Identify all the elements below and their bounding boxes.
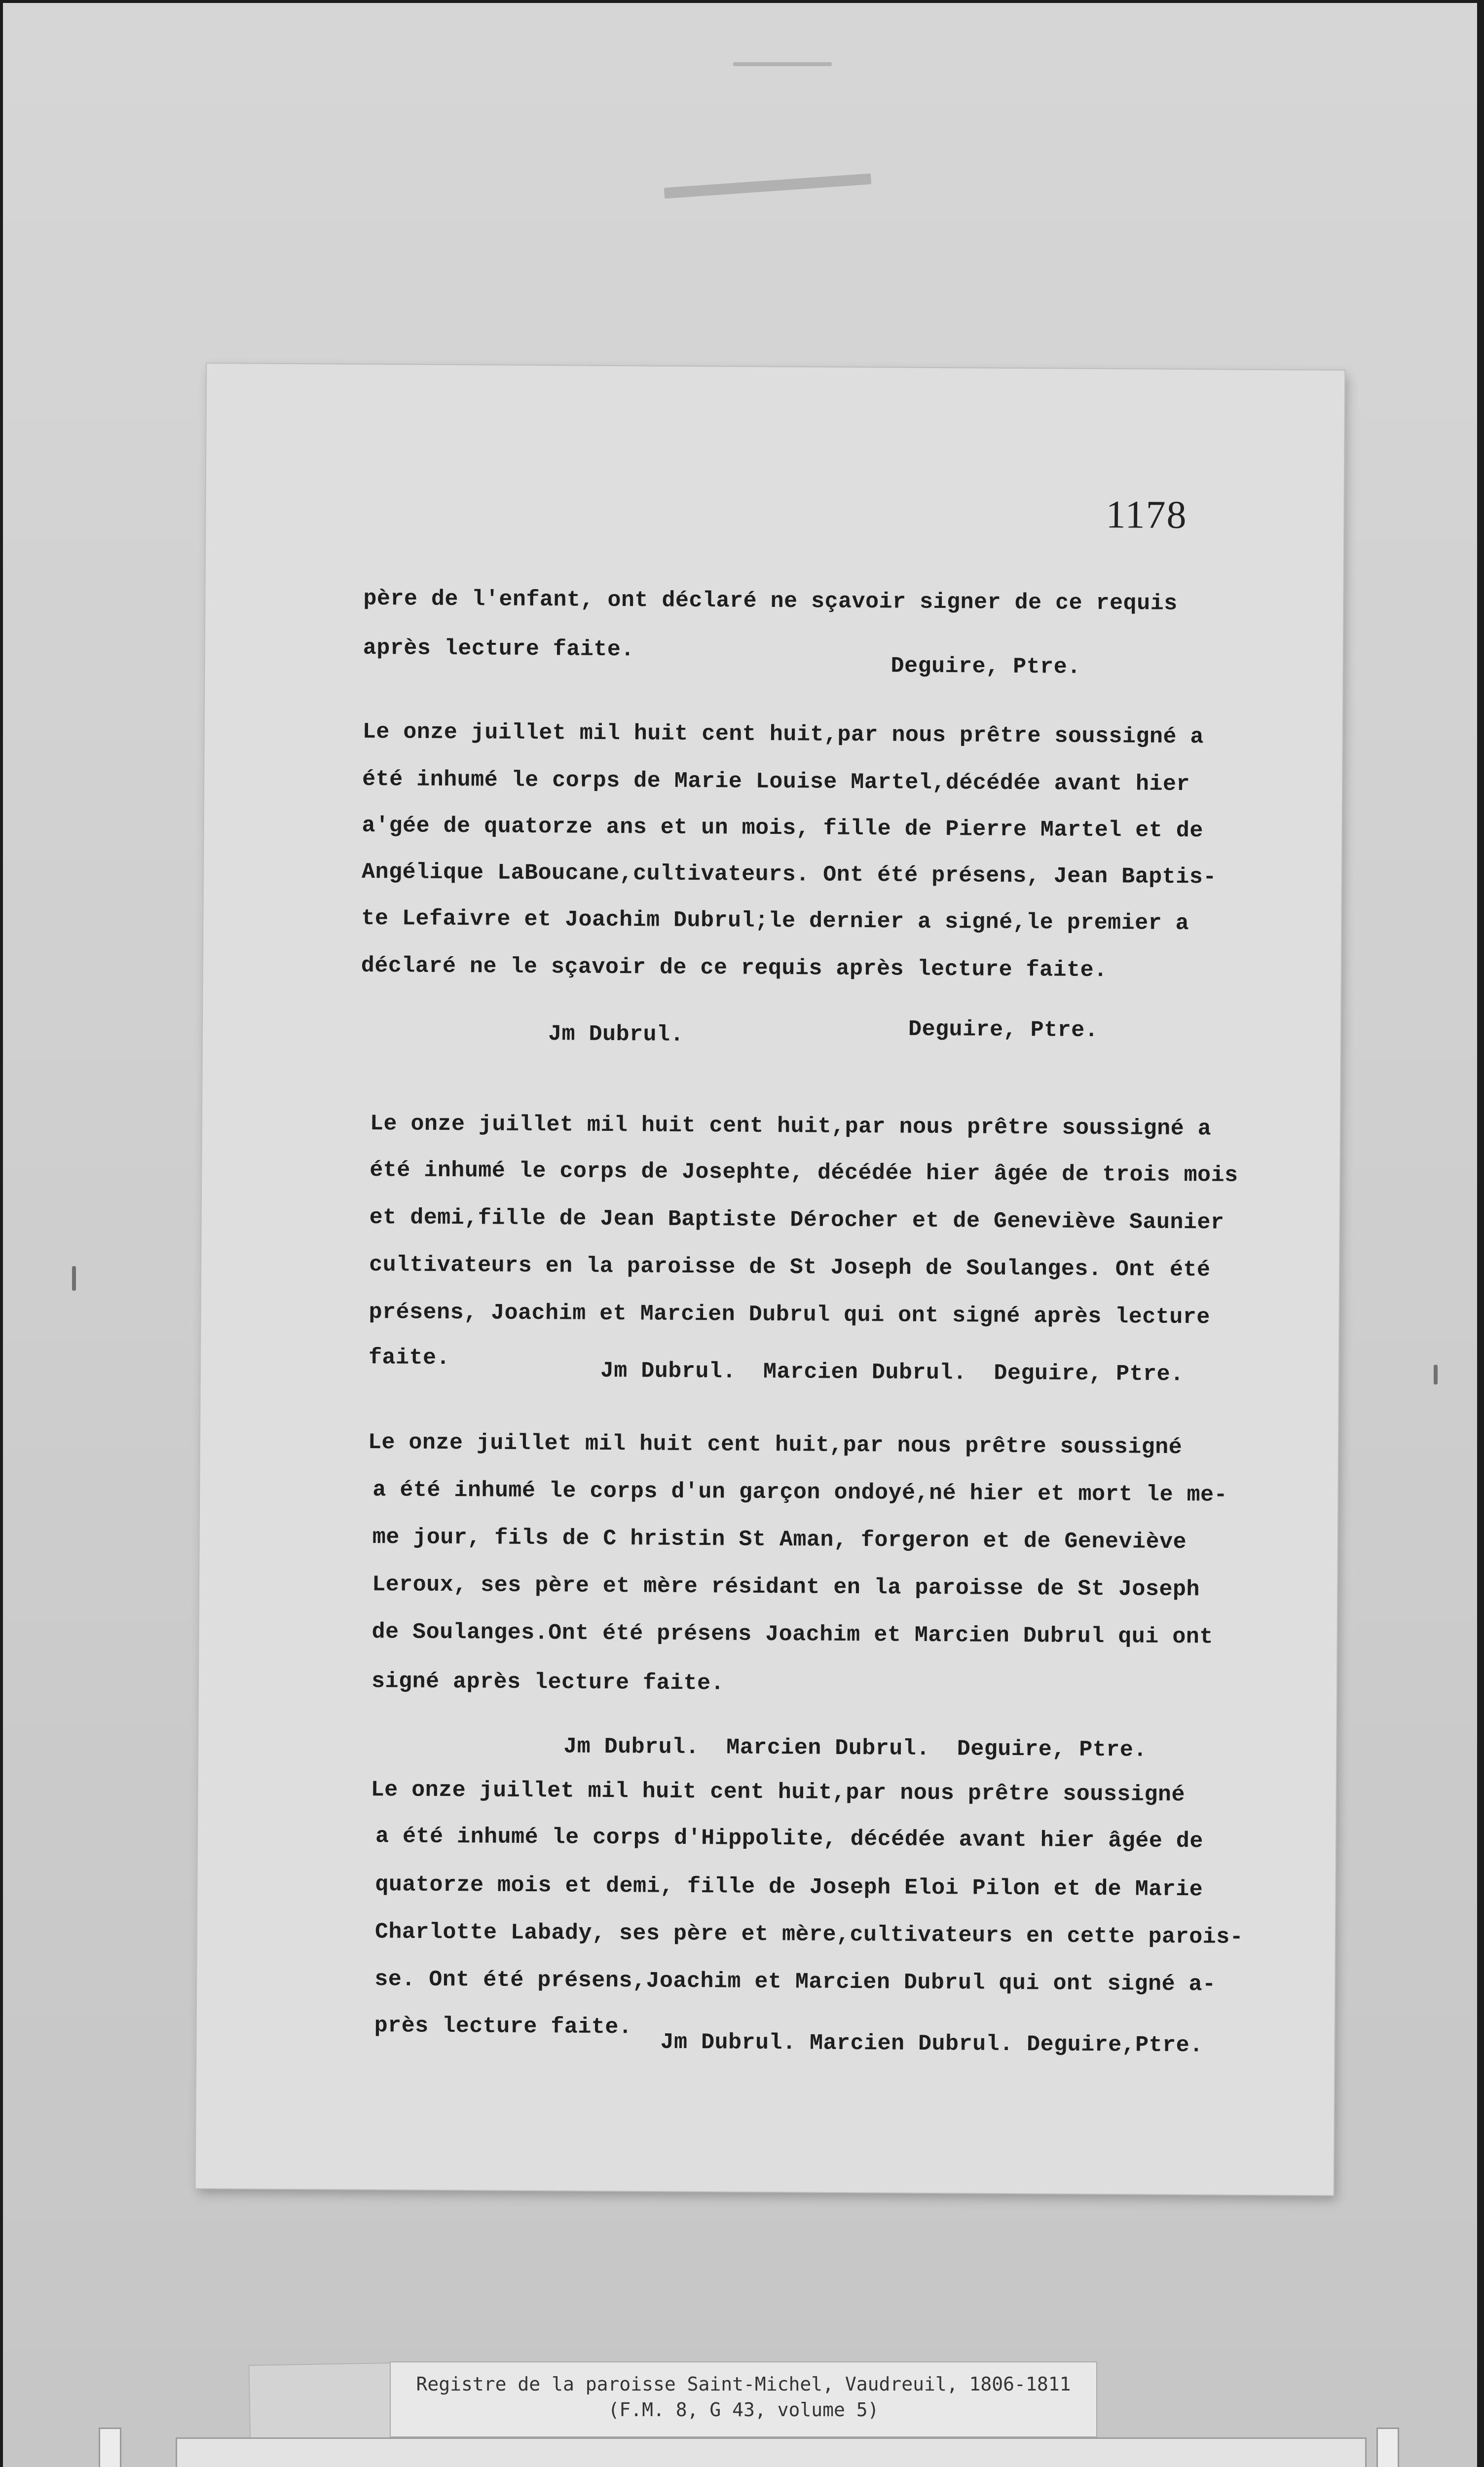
card-right-edge — [1376, 2428, 1399, 2467]
text-line: se. Ont été présens,Joachim et Marcien Dubrul qui ont signé a- — [374, 1967, 1216, 1997]
text-line: me jour, fils de C hristin St Aman, forgeron et de Geneviève — [372, 1525, 1187, 1555]
text-line: a été inhumé le corps d'Hippolite, décédée avant hier âgée de — [375, 1824, 1203, 1854]
film-scratch — [733, 62, 832, 66]
text-line: près lecture faite. — [374, 2013, 632, 2040]
signature-line: Jm Dubrul. Marcien Dubrul. Deguire, Ptre. — [600, 1358, 1184, 1387]
text-line: quatorze mois et demi, fille de Joseph Eloi Pilon et de Marie — [375, 1872, 1203, 1903]
signature-line: Jm Dubrul. Marcien Dubrul. Deguire,Ptre. — [660, 2029, 1203, 2058]
text-line: été inhumé le corps de Josephte, décédée hier âgée de trois mois — [370, 1158, 1238, 1188]
text-line: a'gée de quatorze ans et un mois, fille de Pierre Martel et de — [362, 813, 1204, 844]
text-line: déclaré ne le sçavoir de ce requis après lecture faite. — [361, 953, 1108, 983]
text-line: signé après lecture faite. — [371, 1669, 725, 1696]
text-line: a été inhumé le corps d'un garçon ondoyé,né hier et mort le me- — [372, 1477, 1228, 1508]
text-line: Le onze juillet mil huit cent huit,par nous prêtre soussigné — [371, 1777, 1186, 1808]
text-line: été inhumé le corps de Marie Louise Martel,décédée avant hier — [362, 766, 1190, 797]
signature-line: Deguire, Ptre. — [908, 1016, 1099, 1044]
card-left-edge — [99, 2428, 121, 2467]
text-line: Leroux, ses père et mère résidant en la paroisse de St Joseph — [372, 1572, 1200, 1603]
text-line: et demi,fille de Jean Baptiste Dérocher et de Geneviève Saunier — [369, 1205, 1224, 1235]
text-line: Le onze juillet mil huit cent huit,par nous prêtre soussigné — [368, 1430, 1183, 1460]
text-line: père de l'enfant, ont déclaré ne sçavoir signer de ce requis — [363, 586, 1178, 617]
source-reference: (F.M. 8, G 43, volume 5) — [608, 2399, 879, 2421]
film-scratch — [72, 1266, 76, 1291]
text-line: Angélique LaBoucane,cultivateurs. Ont été présens, Jean Baptis- — [361, 859, 1217, 890]
text-line: faite. — [368, 1345, 450, 1371]
text-line: présens, Joachim et Marcien Dubrul qui ont signé après lecture — [369, 1300, 1210, 1330]
signature-line: Jm Dubrul. — [548, 1021, 684, 1047]
film-scratch — [664, 173, 872, 198]
source-title: Registre de la paroisse Saint-Michel, Vaudreuil, 1806-1811 — [416, 2373, 1071, 2395]
register-page — [196, 364, 1345, 2195]
text-line: Le onze juillet mil huit cent huit,par nous prêtre soussigné a — [362, 719, 1204, 750]
signature-line: Jm Dubrul. Marcien Dubrul. Deguire, Ptre. — [563, 1734, 1148, 1763]
page-number: 1178 — [1106, 493, 1187, 537]
text-line: Le onze juillet mil huit cent huit,par nous prêtre soussigné a — [370, 1111, 1212, 1142]
text-line: Charlotte Labady, ses père et mère,cultivateurs en cette parois- — [374, 1919, 1244, 1950]
text-line: cultivateurs en la paroisse de St Joseph de Soulanges. Ont été — [369, 1252, 1211, 1283]
film-scratch — [1434, 1365, 1438, 1384]
signature-line: Deguire, Ptre. — [890, 653, 1081, 680]
archives-card — [176, 2437, 1367, 2467]
text-line: après lecture faite. — [363, 635, 635, 663]
text-line: de Soulanges.Ont été présens Joachim et Marcien Dubrul qui ont — [371, 1619, 1214, 1650]
source-label — [390, 2361, 1097, 2437]
text-line: te Lefaivre et Joachim Dubrul;le dernier a signé,le premier a — [361, 905, 1189, 936]
